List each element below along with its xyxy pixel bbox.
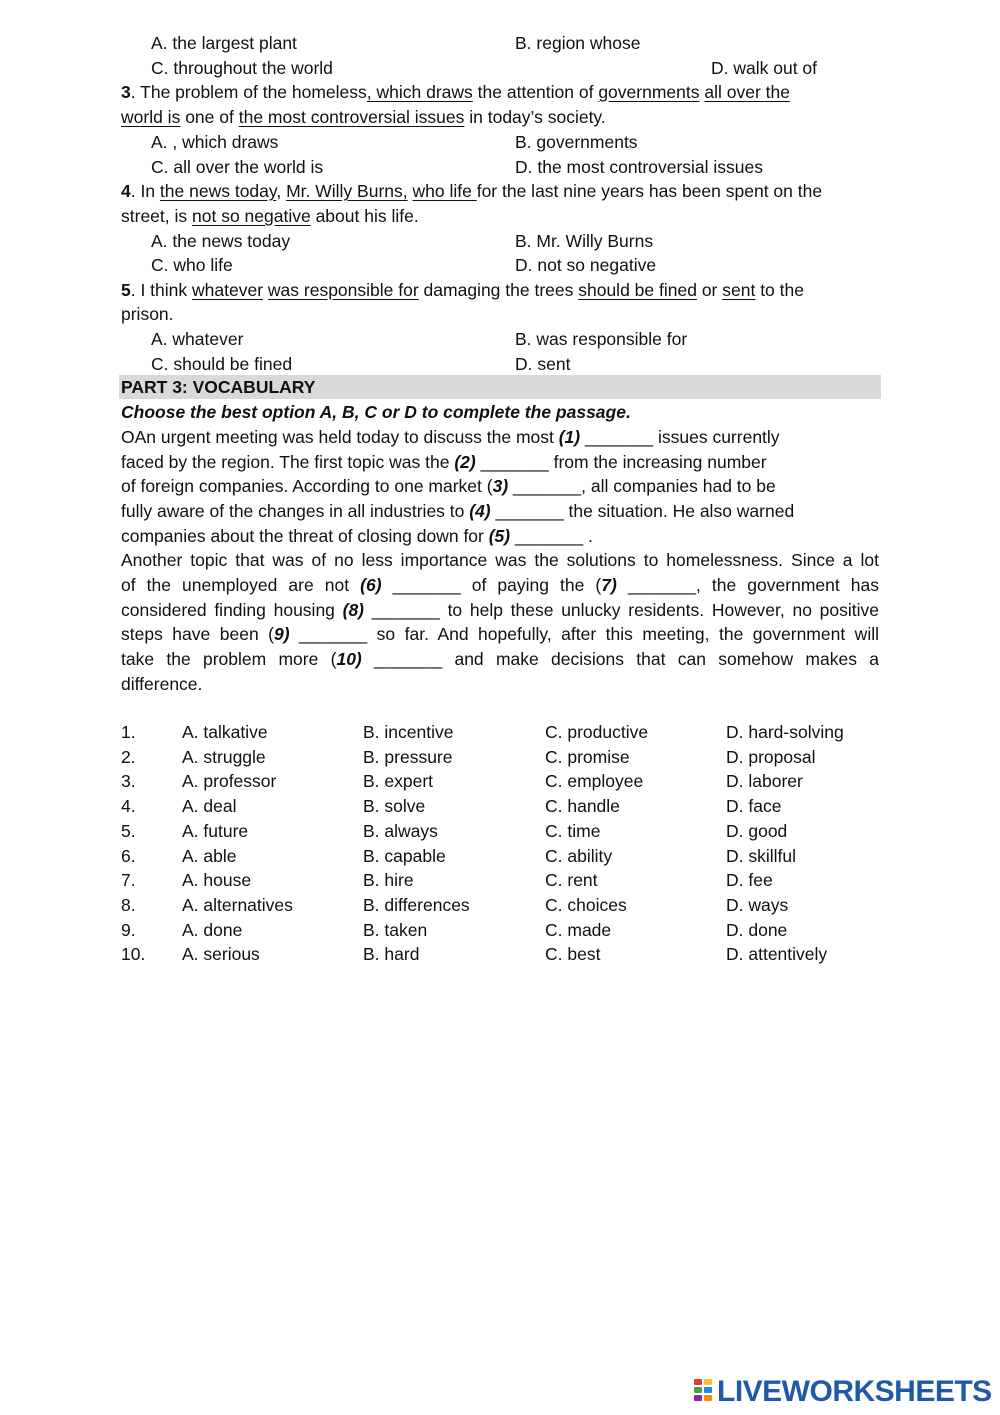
passage-text: _______ issues currently xyxy=(580,427,780,447)
passage-line xyxy=(121,450,767,474)
passage-text: OAn urgent meeting was held today to discuss the most xyxy=(121,427,559,447)
blank-number: (4) xyxy=(469,501,491,521)
blank-number: (5) xyxy=(488,526,511,546)
q5-option-c: C. should be fined xyxy=(151,354,293,374)
q2-option-a: A. the largest plant xyxy=(151,33,297,53)
answer-option-c: C. choices xyxy=(545,895,627,915)
q4-option-c: C. who life xyxy=(151,255,233,275)
q3-option-c: C. all over the world is xyxy=(151,157,324,177)
q3-text: in today’s society. xyxy=(464,107,606,127)
q4-text: , xyxy=(276,181,287,201)
passage-line xyxy=(121,425,780,449)
q5-text: damaging the trees xyxy=(418,280,579,300)
liveworksheets-logo xyxy=(694,1376,992,1408)
q3-number: 3 xyxy=(121,82,131,102)
blank-number: (8) xyxy=(342,600,365,620)
section-header-title: PART 3: VOCABULARY xyxy=(121,377,316,397)
q4-text: about his life. xyxy=(310,206,419,226)
q5-option-a: A. whatever xyxy=(151,329,244,349)
answer-option-c: C. ability xyxy=(545,846,613,866)
answer-option-c: C. promise xyxy=(545,747,630,767)
q4-option-b: B. Mr. Willy Burns xyxy=(515,231,654,251)
blank-number: (2) xyxy=(454,452,476,472)
answer-option-b: B. solve xyxy=(363,796,426,816)
q5-option-b: B. was responsible for xyxy=(515,329,688,349)
passage-text: fully aware of the changes in all industries to xyxy=(121,501,470,521)
answer-option-a: A. serious xyxy=(182,944,260,964)
answer-option-d: D. face xyxy=(726,796,782,816)
answer-option-a: A. able xyxy=(182,846,237,866)
q3-option-b: B. governments xyxy=(515,132,638,152)
answer-number: 5. xyxy=(121,821,136,841)
passage-text: take the problem more ( xyxy=(121,649,337,669)
passage-text: _______ to help these unlucky residents. However, no positive xyxy=(364,600,879,620)
blank-number: 10) xyxy=(336,649,362,669)
q5-underlined-d: sent xyxy=(722,280,756,300)
answer-option-c: C. best xyxy=(545,944,601,964)
answer-option-a: A. future xyxy=(182,821,249,841)
passage-line xyxy=(121,524,593,548)
q4-underlined-d: not so negative xyxy=(192,206,311,226)
answer-option-a: A. talkative xyxy=(182,722,268,742)
passage-text: _______ from the increasing number xyxy=(475,452,767,472)
q3-text: the attention of xyxy=(472,82,599,102)
passage-text: _______ so far. And hopefully, after this meeting, the government will xyxy=(289,624,879,644)
answer-number: 1. xyxy=(121,722,136,742)
passage-line: difference. xyxy=(121,674,203,694)
q4-text: . In xyxy=(130,181,160,201)
passage-line xyxy=(121,647,879,671)
answer-option-b: B. hard xyxy=(363,944,420,964)
q5-underlined-a: whatever xyxy=(192,280,264,300)
q2-option-d: D. walk out of xyxy=(711,58,818,78)
answer-number: 3. xyxy=(121,771,136,791)
passage-text: _______, all companies had to be xyxy=(508,476,776,496)
answer-option-a: A. deal xyxy=(182,796,237,816)
passage-text: _______ and make decisions that can somehow makes a xyxy=(361,649,879,669)
q4-underlined-b: Mr. Willy Burns, xyxy=(286,181,408,201)
answer-option-b: B. differences xyxy=(363,895,470,915)
answer-option-b: B. always xyxy=(363,821,438,841)
answer-option-b: B. incentive xyxy=(363,722,454,742)
instruction-text: Choose the best option A, B, C or D to complete the passage. xyxy=(121,402,631,422)
passage-line xyxy=(121,573,879,597)
q5-text: to the xyxy=(755,280,804,300)
answer-number: 6. xyxy=(121,846,136,866)
q3-underlined-b: governments xyxy=(598,82,700,102)
answer-number: 8. xyxy=(121,895,136,915)
answer-option-d: D. skillful xyxy=(726,846,797,866)
passage-text: of foreign companies. According to one market ( xyxy=(121,476,493,496)
q4-underlined-c: who life xyxy=(412,181,477,201)
q5-line-1 xyxy=(121,278,804,302)
blank-number: 7) xyxy=(601,575,617,595)
passage-text: Another topic that was of no less importance was the solutions to homelessness. Since a lot xyxy=(121,550,879,570)
answer-number: 10. xyxy=(121,944,146,964)
passage-line xyxy=(121,499,794,523)
q5-underlined-b: was responsible for xyxy=(267,280,419,300)
answer-option-c: C. made xyxy=(545,920,612,940)
answer-number: 2. xyxy=(121,747,136,767)
answer-option-d: D. hard-solving xyxy=(726,722,844,742)
q3-line-1 xyxy=(121,80,790,104)
answer-option-b: B. taken xyxy=(363,920,428,940)
q3-option-a: A. , which draws xyxy=(151,132,279,152)
q4-number: 4 xyxy=(121,181,131,201)
q4-underlined-a: the news today xyxy=(159,181,277,201)
q4-text: for the last nine years has been spent on the xyxy=(476,181,823,201)
answer-option-a: A. done xyxy=(182,920,243,940)
answer-option-b: B. hire xyxy=(363,870,414,890)
answer-option-c: C. employee xyxy=(545,771,644,791)
q3-text: one of xyxy=(180,107,239,127)
answer-option-a: A. struggle xyxy=(182,747,266,767)
passage-text: _______ of paying the ( xyxy=(381,575,602,595)
answer-option-d: D. proposal xyxy=(726,747,816,767)
passage-text: steps have been ( xyxy=(121,624,274,644)
q2-option-c: C. throughout the world xyxy=(151,58,333,78)
q5-text: . I think xyxy=(130,280,193,300)
passage-text: companies about the threat of closing down for xyxy=(121,526,489,546)
answer-option-b: B. pressure xyxy=(363,747,453,767)
answer-option-d: D. done xyxy=(726,920,788,940)
blank-number: 3) xyxy=(492,476,509,496)
passage-text: faced by the region. The first topic was the xyxy=(121,452,455,472)
passage-line xyxy=(121,548,879,572)
q4-option-d: D. not so negative xyxy=(515,255,657,275)
passage-text: considered finding housing xyxy=(121,600,343,620)
q4-line-2 xyxy=(121,204,419,228)
answer-option-d: D. fee xyxy=(726,870,773,890)
q2-option-b: B. region whose xyxy=(515,33,641,53)
passage-line xyxy=(121,622,879,646)
answer-number: 9. xyxy=(121,920,136,940)
q3-option-d: D. the most controversial issues xyxy=(515,157,764,177)
passage-text: _______ the situation. He also warned xyxy=(490,501,795,521)
answer-option-c: C. handle xyxy=(545,796,620,816)
q5-text: or xyxy=(696,280,723,300)
answer-option-b: B. expert xyxy=(363,771,434,791)
logo-mark-icon xyxy=(694,1379,714,1405)
q5-number: 5 xyxy=(121,280,131,300)
passage-text: _______, the government has xyxy=(616,575,879,595)
answer-option-a: A. professor xyxy=(182,771,277,791)
q4-option-a: A. the news today xyxy=(151,231,291,251)
blank-number: (6) xyxy=(360,575,382,595)
q3-text: . The problem of the homeless xyxy=(130,82,367,102)
answer-option-b: B. capable xyxy=(363,846,446,866)
answer-option-d: D. attentively xyxy=(726,944,828,964)
q3-line-2 xyxy=(121,105,606,129)
answer-option-d: D. ways xyxy=(726,895,789,915)
answer-option-a: A. house xyxy=(182,870,252,890)
answer-option-c: C. productive xyxy=(545,722,649,742)
blank-number: (1) xyxy=(558,427,581,447)
passage-text: _______ . xyxy=(510,526,593,546)
logo-text: LIVEWORKSHEETS xyxy=(717,1375,992,1408)
passage-line xyxy=(121,474,776,498)
q3-underlined-c2: world is xyxy=(121,107,181,127)
answer-number: 7. xyxy=(121,870,136,890)
passage-line xyxy=(121,598,879,622)
q5-option-d: D. sent xyxy=(515,354,571,374)
q4-line-1 xyxy=(121,179,822,203)
passage-text: of the unemployed are not xyxy=(121,575,361,595)
answer-number: 4. xyxy=(121,796,136,816)
q3-underlined-a: , which draws xyxy=(366,82,473,102)
q5-line-2: prison. xyxy=(121,304,174,324)
answer-option-d: D. good xyxy=(726,821,788,841)
blank-number: 9) xyxy=(273,624,290,644)
q3-underlined-c: all over the xyxy=(704,82,790,102)
q5-underlined-c: should be fined xyxy=(578,280,697,300)
q4-text: street, is xyxy=(121,206,192,226)
answer-option-a: A. alternatives xyxy=(182,895,293,915)
answer-option-c: C. time xyxy=(545,821,601,841)
answer-option-c: C. rent xyxy=(545,870,598,890)
answer-option-d: D. laborer xyxy=(726,771,803,791)
q3-underlined-d: the most controversial issues xyxy=(238,107,465,127)
